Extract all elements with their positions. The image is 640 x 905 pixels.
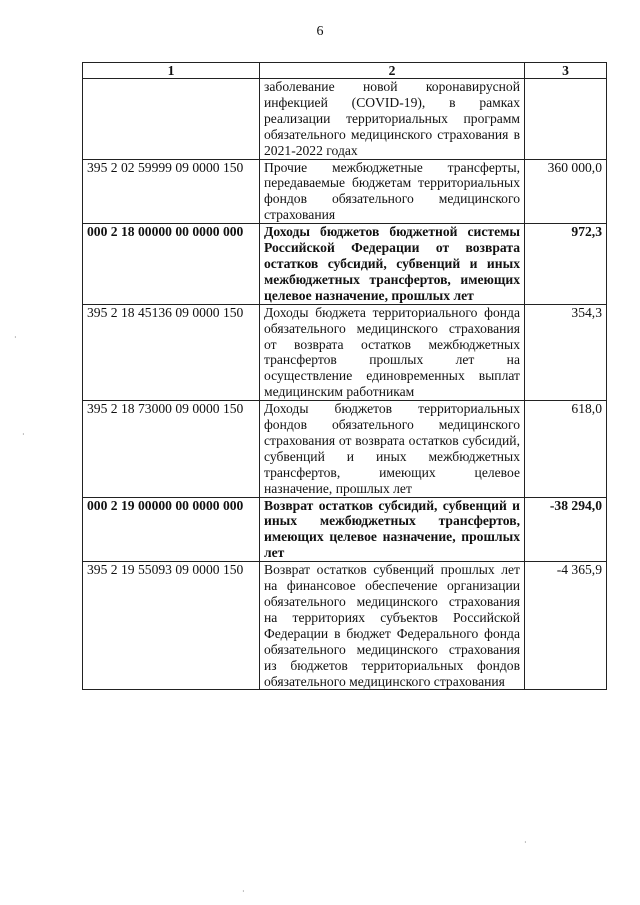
row-code: 395 2 18 45136 09 0000 150 [83,304,260,400]
column-header-amount: 3 [525,63,607,79]
budget-revenue-table [82,62,607,690]
table-row [83,304,607,400]
row-description: Возврат остатков субсидий, субвенций и иных межбюджетных трансфертов, имеющих целевое назначение, прошлых лет [260,497,525,562]
row-amount: 360 000,0 [525,159,607,224]
row-code: 395 2 02 59999 09 0000 150 [83,159,260,224]
table-row [83,79,607,160]
row-description: Возврат остатков субвенций прошлых лет на финансовое обеспечение организации обязательного медицинского страхования на территориях субъектов Российской Федерации в бюджет Федерального фонда обязательного медицинского страхования из бюджетов территориальных фондов обязательного медицинского страхования [260,562,525,690]
scan-speck: · [22,430,25,439]
scan-speck: · [242,887,245,896]
row-description: Доходы бюджетов бюджетной системы Российской Федерации от возврата остатков субсидий, субвенций и иных межбюджетных трансфертов, имеющих целевое назначение, прошлых лет [260,224,525,305]
table-row-group-total [83,497,607,562]
table-row [83,159,607,224]
row-amount: 972,3 [525,224,607,305]
row-description: Доходы бюджета территориального фонда обязательного медицинского страхования от возврата остатков межбюджетных трансфертов прошлых лет на осуществление единовременных выплат медицинским работникам [260,304,525,400]
row-code [83,79,260,160]
row-amount: 354,3 [525,304,607,400]
row-code: 395 2 18 73000 09 0000 150 [83,401,260,497]
scan-speck: · [524,838,527,847]
row-description: Прочие межбюджетные трансферты, передаваемые бюджетам территориальных фондов обязательного медицинского страхования [260,159,525,224]
scan-speck: · [14,333,17,342]
row-amount [525,79,607,160]
table-row-group-total [83,224,607,305]
row-description: заболевание новой коронавирусной инфекцией (COVID-19), в рамках реализации территориальных программ обязательного медицинского страхования в 2021-2022 годах [260,79,525,160]
row-code: 000 2 19 00000 00 0000 000 [83,497,260,562]
row-amount: -38 294,0 [525,497,607,562]
row-amount: -4 365,9 [525,562,607,690]
row-code: 395 2 19 55093 09 0000 150 [83,562,260,690]
row-amount: 618,0 [525,401,607,497]
row-description: Доходы бюджетов территориальных фондов обязательного медицинского страхования от возврата остатков субсидий, субвенций и иных межбюджетных трансфертов, имеющих целевое назначение, прошлых лет [260,401,525,497]
table-row [83,562,607,690]
column-header-description: 2 [260,63,525,79]
table-header-row [83,63,607,79]
column-header-code: 1 [83,63,260,79]
row-code: 000 2 18 00000 00 0000 000 [83,224,260,305]
page-number: 6 [316,24,324,39]
table-row [83,401,607,497]
